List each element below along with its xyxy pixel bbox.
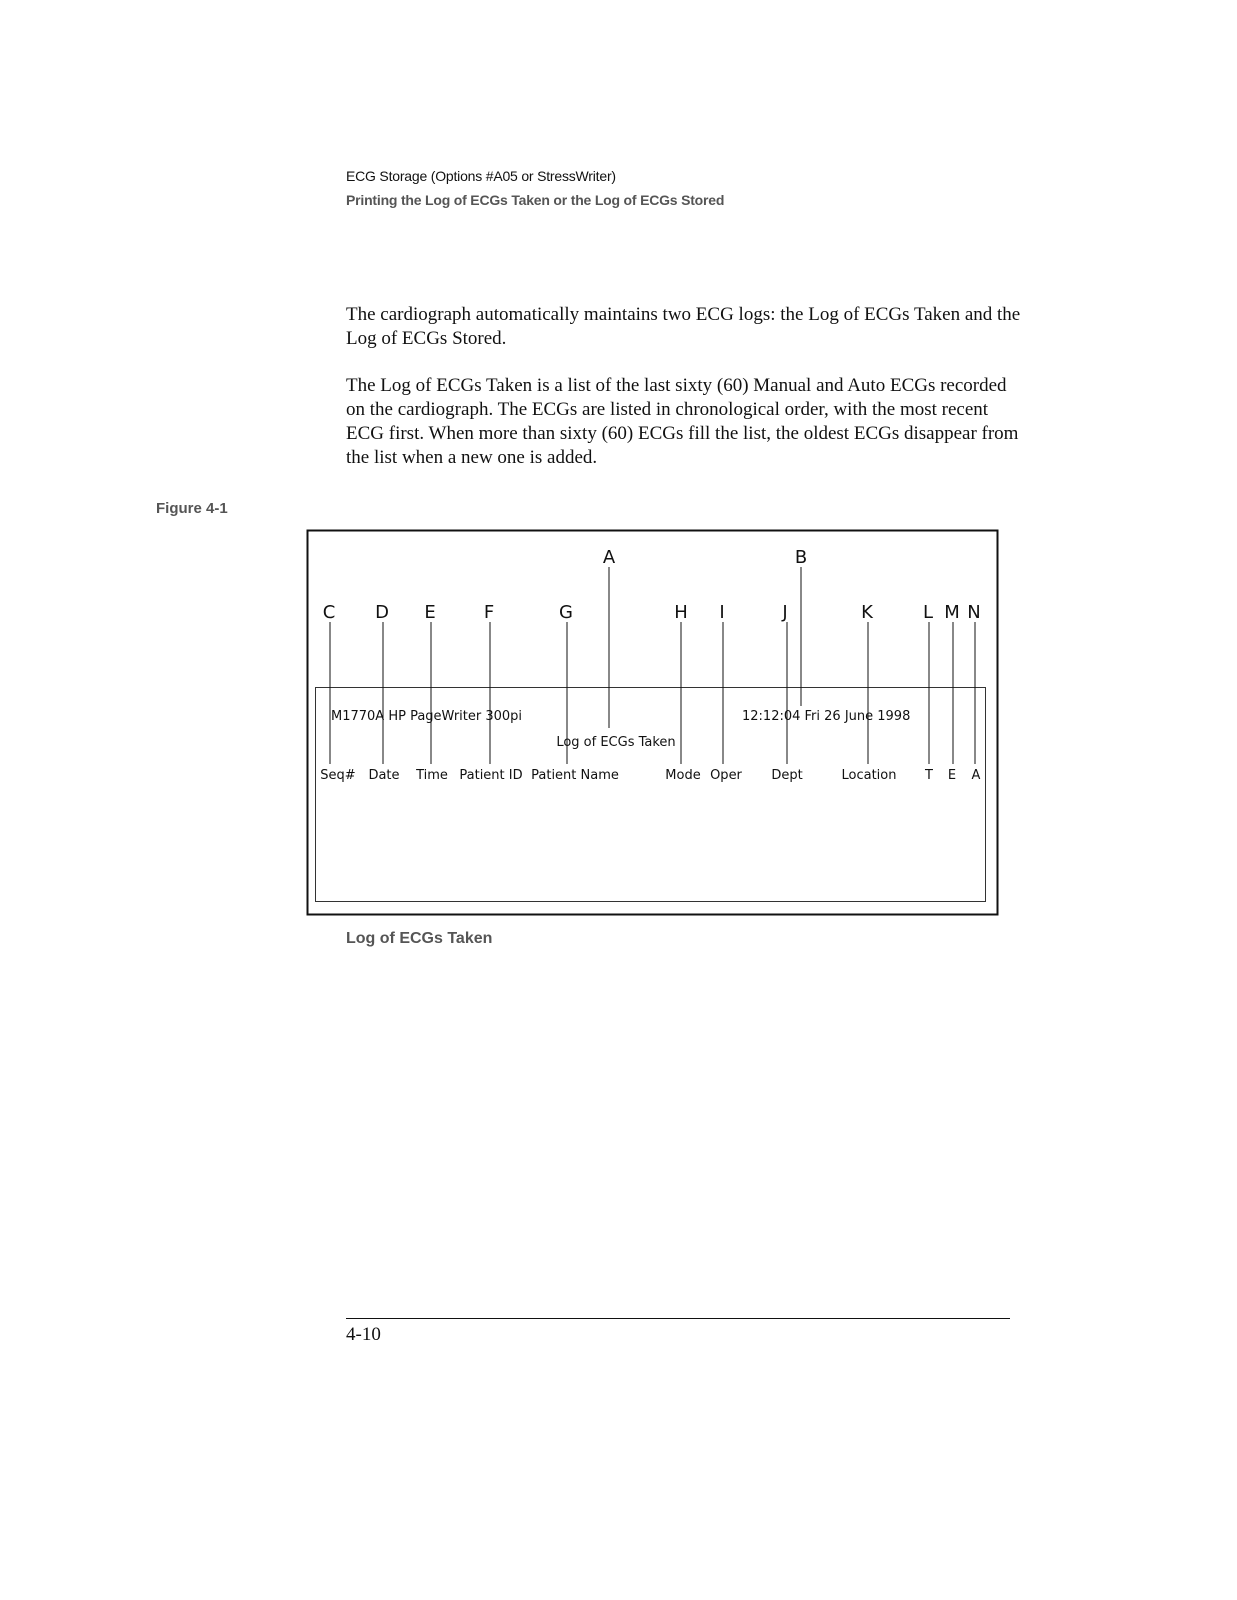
running-header-chapter: ECG Storage (Options #A05 or StressWriter) [346, 168, 616, 184]
callout-letter-n: N [967, 602, 981, 623]
callout-letter-a: A [602, 547, 616, 568]
callout-letter-k: K [861, 602, 873, 623]
callout-letter-d: D [375, 602, 389, 623]
column-header-location: Location [841, 768, 897, 783]
screen-title: Log of ECGs Taken [556, 735, 676, 750]
callout-letter-f: F [483, 602, 495, 623]
body-paragraph-1: The cardiograph automatically maintains two ECG logs: the Log of ECGs Taken and the Log of ECGs Stored. [346, 304, 1021, 349]
column-header-patient-id: Patient ID [459, 768, 523, 783]
column-header-a: A [971, 768, 981, 783]
figure-caption: Log of ECGs Taken [346, 930, 493, 947]
callout-letter-m: M [944, 602, 960, 623]
screen-device-name: M1770A HP PageWriter 300pi [331, 709, 523, 724]
column-header-e: E [947, 768, 957, 783]
callout-letter-l: L [922, 602, 934, 623]
callout-letter-g: G [559, 602, 573, 623]
body-paragraph-2: The Log of ECGs Taken is a list of the last sixty (60) Manual and Auto ECGs recorded on the cardiograph. The ECGs are listed in chronological order, with the most recent ECG first. When more than sixty (60) ECGs fill the list, the oldest ECGs disappear from the list when a new one is added. [346, 375, 1019, 468]
callout-letter-b: B [794, 547, 808, 568]
figure-label: Figure 4-1 [156, 500, 228, 517]
callout-letter-j: J [782, 602, 788, 623]
column-header-seq: Seq# [320, 768, 356, 783]
callout-letter-h: H [674, 602, 688, 623]
callout-letter-i: I [719, 602, 725, 623]
callout-letter-e: E [424, 602, 436, 623]
screen-datetime: 12:12:04 Fri 26 June 1998 [742, 709, 911, 724]
page-number: 4-10 [346, 1324, 381, 1345]
column-header-patient-name: Patient Name [531, 768, 619, 783]
column-header-dept: Dept [771, 768, 803, 783]
column-header-time: Time [416, 768, 448, 783]
column-header-mode: Mode [665, 768, 701, 783]
footer-rule [346, 1318, 1010, 1319]
column-header-oper: Oper [710, 768, 742, 783]
callout-letter-c: C [322, 602, 336, 623]
running-header-section: Printing the Log of ECGs Taken or the Log of ECGs Stored [346, 192, 725, 208]
column-header-date: Date [368, 768, 400, 783]
column-header-t: T [925, 768, 933, 783]
